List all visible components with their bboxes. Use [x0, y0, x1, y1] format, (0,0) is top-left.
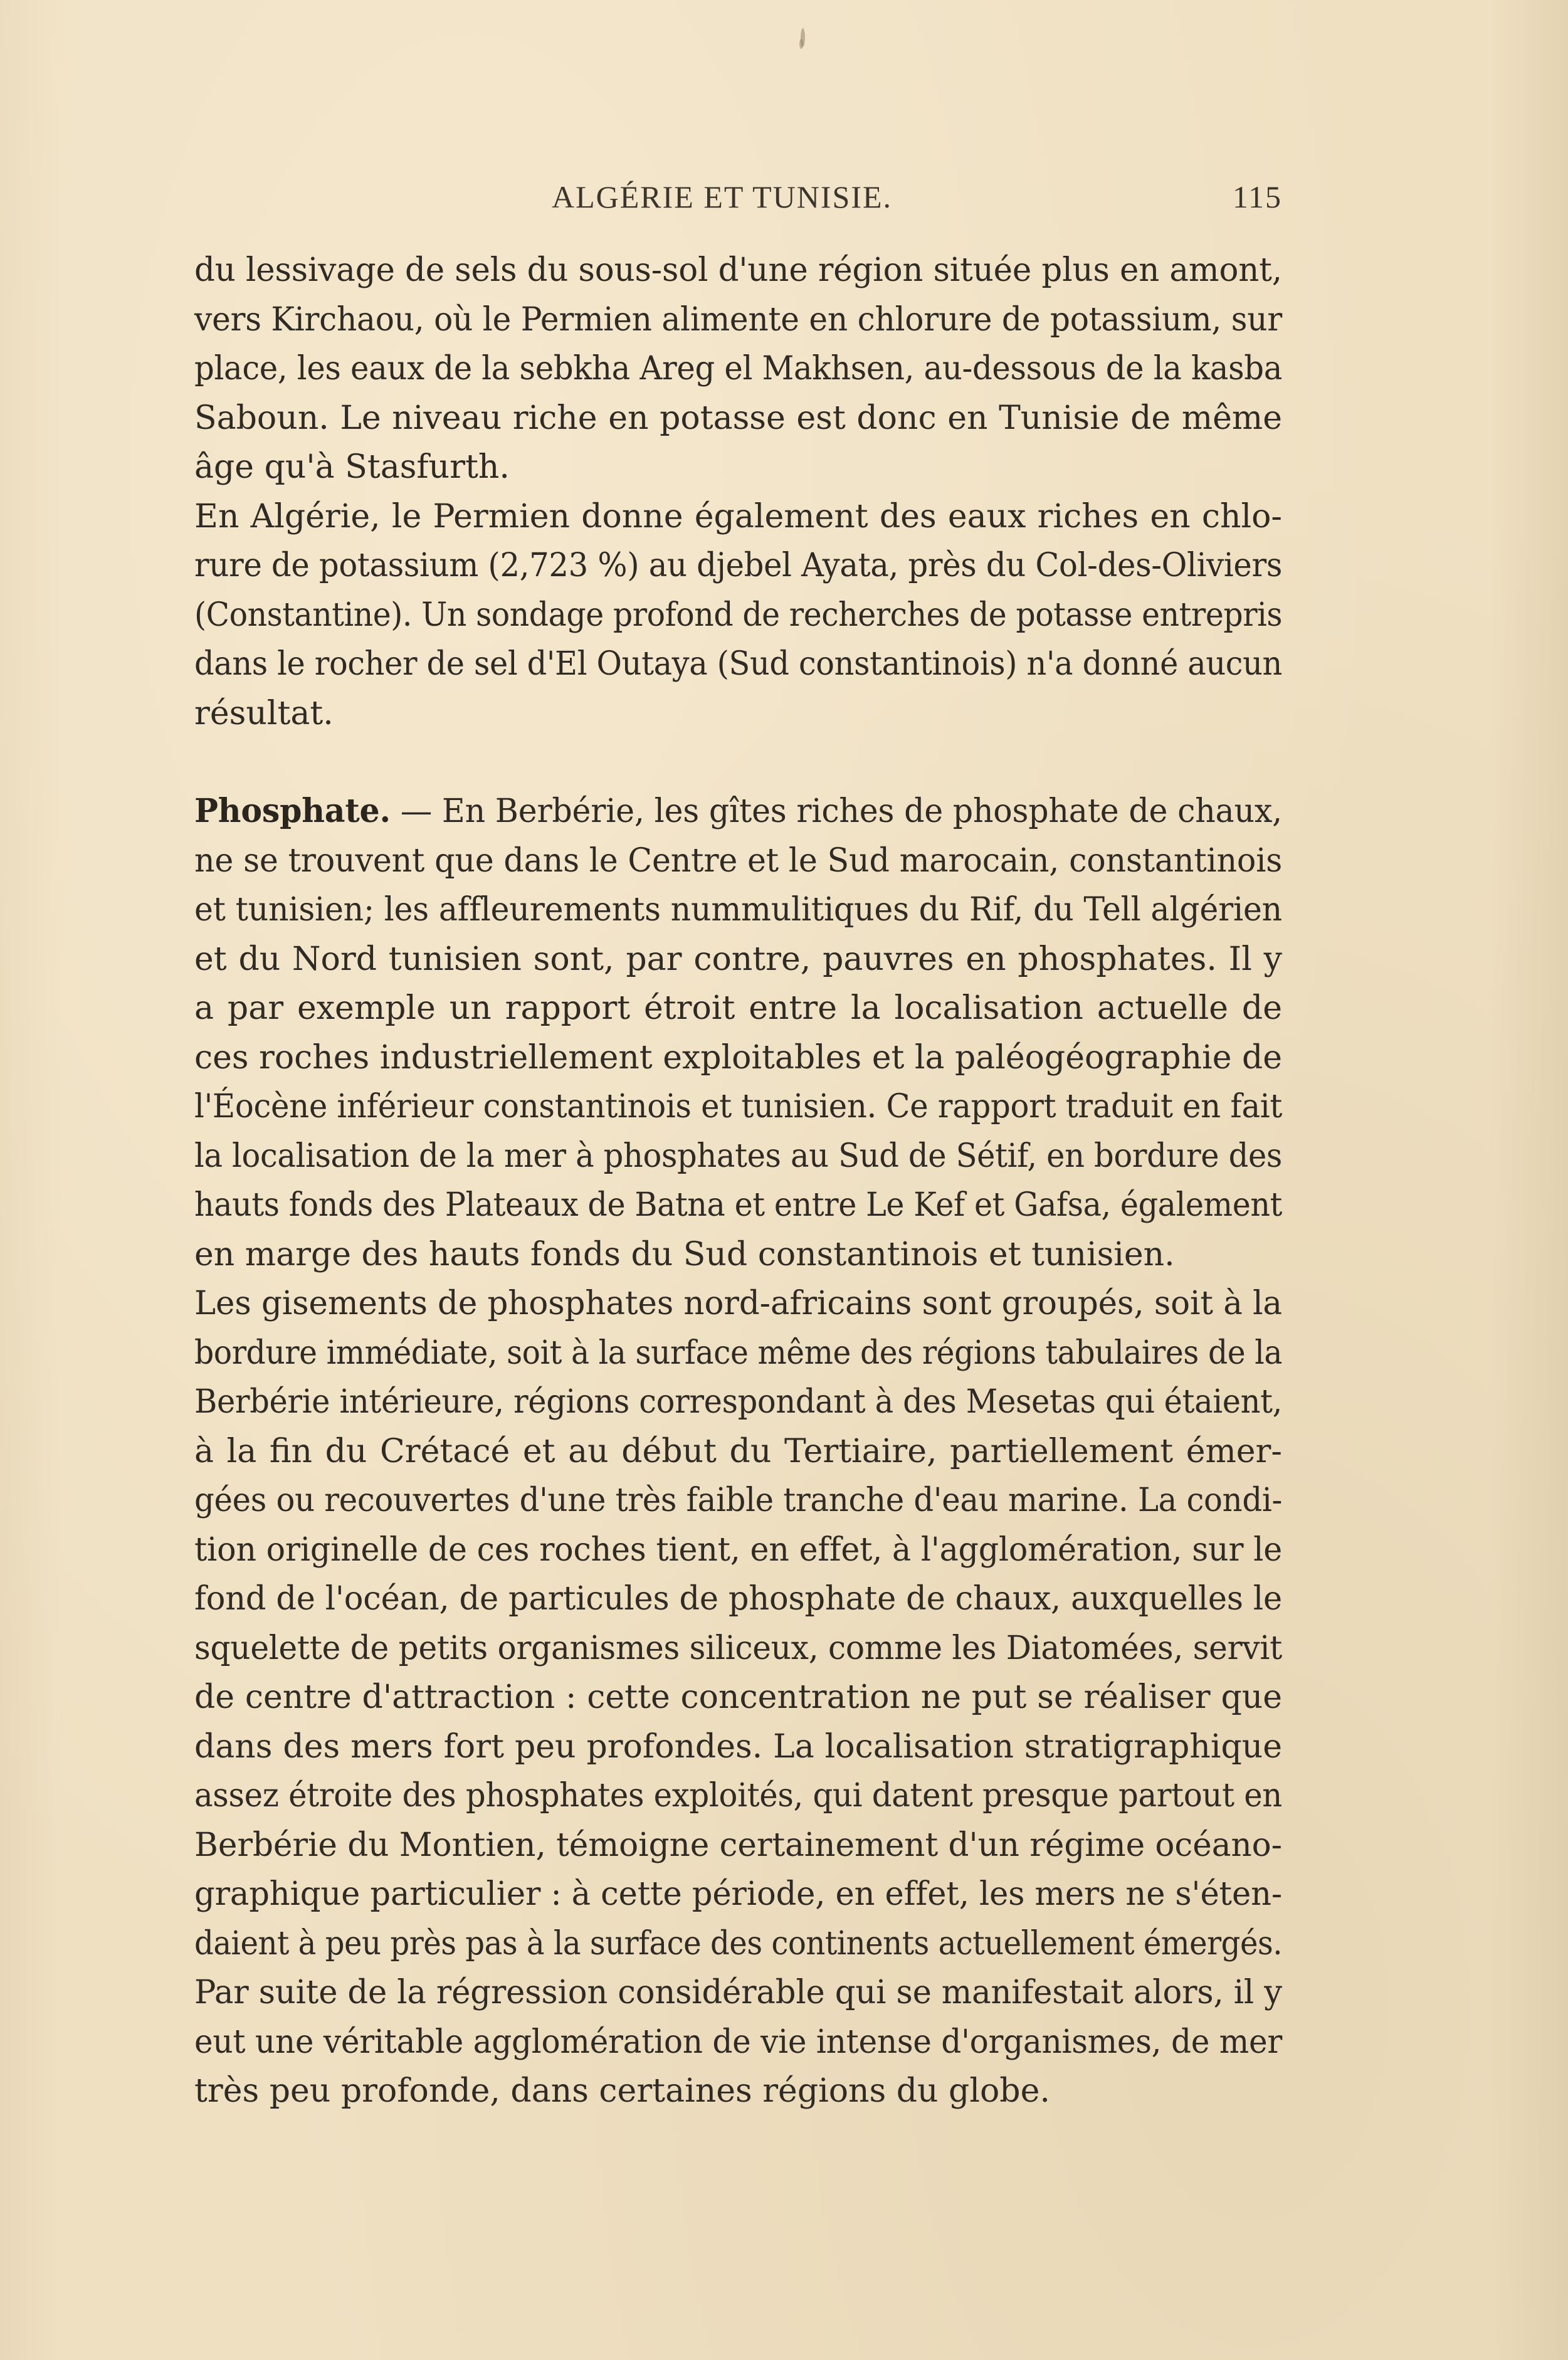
text-line: à la fin du Crétacé et au début du Tertiaire, partiellement émer- — [194, 1432, 1282, 1470]
text-line: et du Nord tunisien sont, par contre, pauvres en phosphates. Il y — [194, 940, 1282, 978]
text-line: Saboun. Le niveau riche en potasse est donc en Tunisie de même — [194, 399, 1282, 437]
body-text — [194, 246, 1282, 2116]
paragraph-phosphate-intro — [194, 787, 1282, 1279]
text-line: rure de potassium (2,723 %) au djebel Ayata, près du Col-des-Oliviers — [194, 547, 1282, 584]
paragraph-potash-algeria — [194, 492, 1282, 739]
text-line: tion originelle de ces roches tient, en effet, à l'agglomération, sur le — [194, 1530, 1282, 1569]
text-line: en marge des hauts fonds du Sud constantinois et tunisien. — [194, 1235, 1175, 1273]
text-line: fond de l'océan, de particules de phosphate de chaux, auxquelles le — [194, 1580, 1282, 1618]
text-line: du lessivage de sels du sous-sol d'une région située plus en amont, — [194, 251, 1282, 289]
text-line: assez étroite des phosphates exploités, qui datent presque partout en — [194, 1777, 1282, 1815]
text-line: et tunisien; les affleurements nummulitiques du Rif, du Tell algérien — [194, 891, 1282, 929]
text-line: ces roches industriellement exploitables et la paléogéographie de — [194, 1038, 1282, 1077]
text-line: la localisation de la mer à phosphates au Sud de Sétif, en bordure des — [194, 1137, 1282, 1175]
text-line: daient à peu près pas à la surface des continents actuellement émergés. — [194, 1924, 1282, 1962]
text-line: squelette de petits organismes siliceux, comme les Diatomées, servit — [194, 1629, 1282, 1667]
text-line: a par exemple un rapport étroit entre la localisation actuelle de — [194, 989, 1282, 1027]
text-line: l'Éocène inférieur constantinois et tunisien. Ce rapport traduit en fait — [194, 1088, 1282, 1125]
text-line: de centre d'attraction : cette concentration ne put se réaliser que — [194, 1678, 1282, 1716]
text-line: eut une véritable agglomération de vie intense d'organismes, de mer — [194, 2023, 1282, 2061]
text-line: bordure immédiate, soit à la surface même des régions tabulaires de la — [194, 1334, 1282, 1372]
text-line: Berbérie du Montien, témoigne certainement d'un régime océano- — [194, 1826, 1282, 1864]
text-line: âge qu'à Stasfurth. — [194, 448, 510, 486]
text-line: Par suite de la régression considérable qui se manifestait alors, il y — [194, 1974, 1282, 2011]
text-line-with-heading — [194, 787, 1282, 836]
section-spacer — [194, 738, 1282, 787]
text-line: (Constantine). Un sondage profond de recherches de potasse entrepris — [194, 596, 1282, 634]
text-line: hauts fonds des Plateaux de Batna et entre Le Kef et Gafsa, également — [194, 1186, 1282, 1224]
text-line: Berbérie intérieure, régions correspondant à des Mesetas qui étaient, — [194, 1383, 1282, 1421]
paper-speck — [799, 39, 803, 49]
text-line: Les gisements de phosphates nord-africains sont groupés, soit à la — [194, 1285, 1282, 1322]
text-line: graphique particulier : à cette période, en effet, les mers ne s'éten- — [194, 1875, 1282, 1913]
text-line: — En Berbérie, les gîtes riches de phosphate de chaux, — [390, 793, 1282, 830]
text-line: dans des mers fort peu profondes. La localisation stratigraphique — [194, 1727, 1282, 1766]
page-number: 115 — [1232, 179, 1282, 214]
text-line: place, les eaux de la sebkha Areg el Makhsen, au-dessous de la kasba — [194, 350, 1282, 387]
text-line: gées ou recouvertes d'une très faible tranche d'eau marine. La condi- — [194, 1482, 1282, 1519]
text-line: En Algérie, le Permien donne également des eaux riches en chlo- — [194, 497, 1282, 535]
text-line: ne se trouvent que dans le Centre et le Sud marocain, constantinois — [194, 841, 1282, 880]
text-line: résultat. — [194, 694, 334, 732]
text-line: très peu profonde, dans certaines régions du globe. — [194, 2072, 1050, 2110]
running-head — [194, 179, 1282, 223]
section-heading-phosphate: Phosphate. — [194, 792, 391, 830]
paragraph-potash-tunisia — [194, 246, 1282, 492]
running-head-title: ALGÉRIE ET TUNISIE. — [552, 179, 893, 214]
paragraph-phosphate-deposits — [194, 1279, 1282, 2116]
text-line: dans le rocher de sel d'El Outaya (Sud constantinois) n'a donné aucun — [194, 645, 1282, 683]
text-line: vers Kirchaou, où le Permien alimente en chlorure de potassium, sur — [194, 300, 1282, 339]
